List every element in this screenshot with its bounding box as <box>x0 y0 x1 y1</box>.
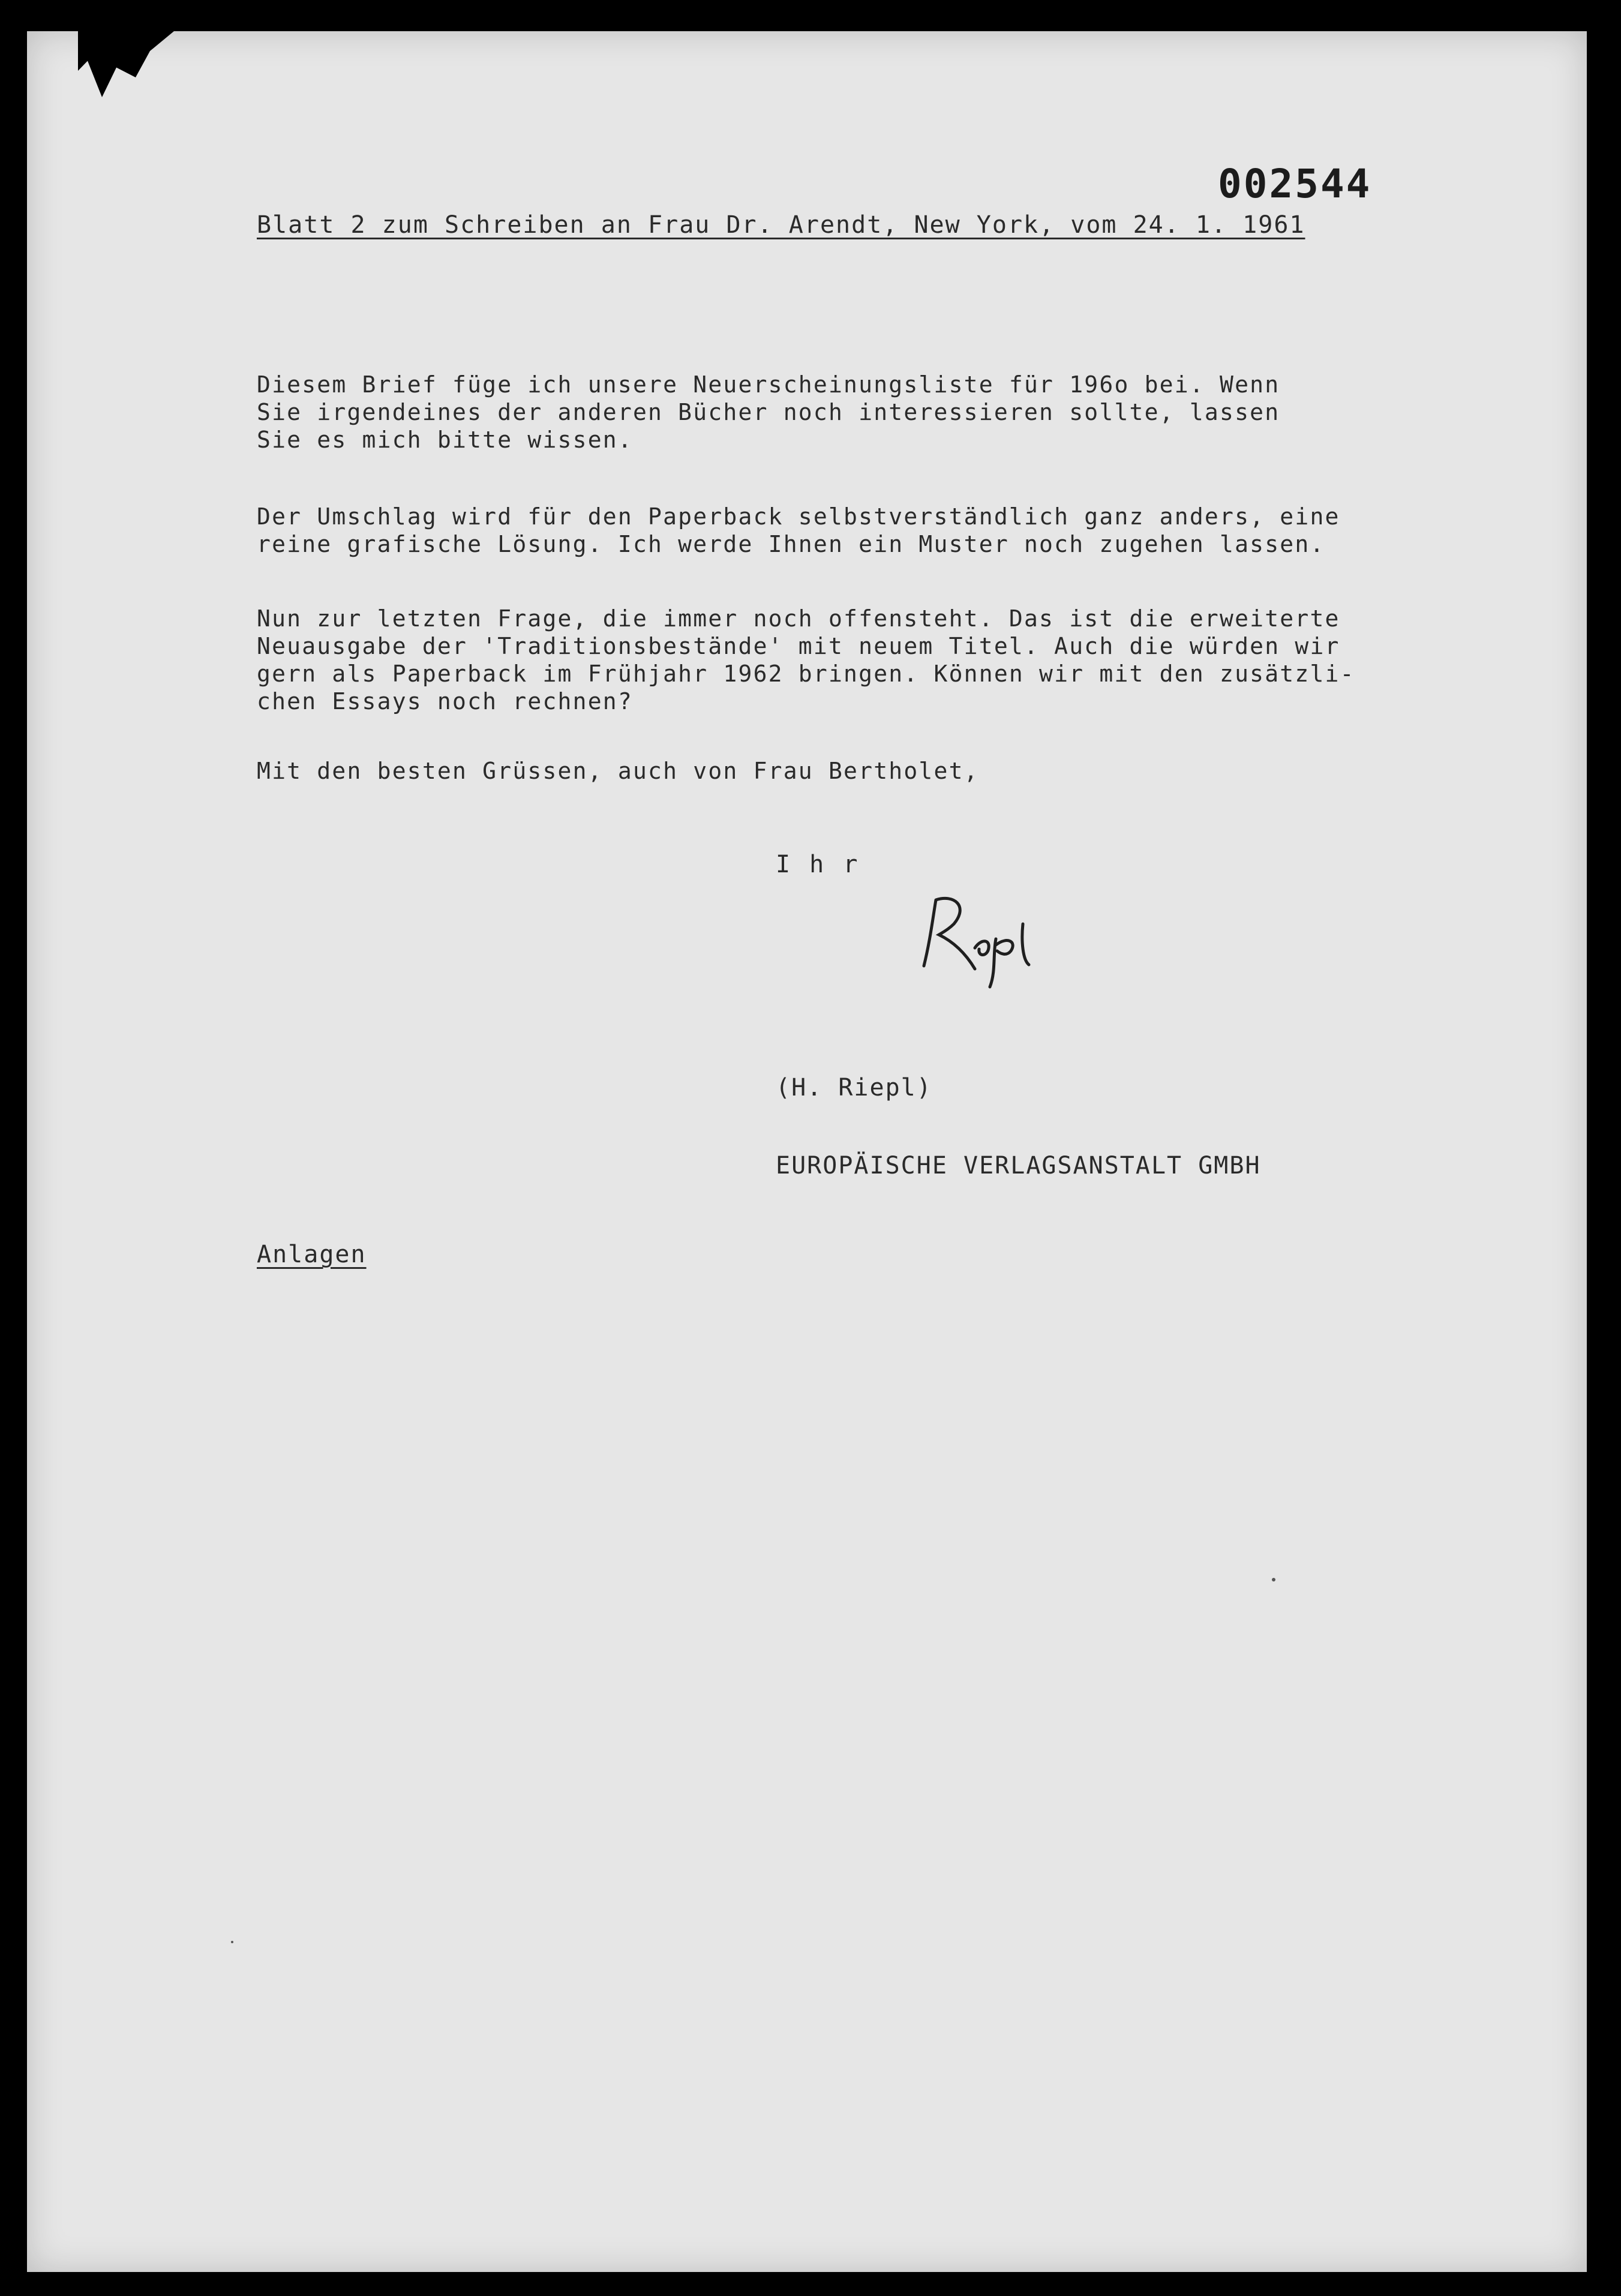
handwritten-signature <box>912 882 1068 990</box>
document-number: 002544 <box>1218 161 1372 207</box>
signer-name: (H. Riepl) <box>776 1074 932 1102</box>
paper-speck <box>1272 1578 1275 1581</box>
paragraph-3: Nun zur letzten Frage, die immer noch offensteht. Das ist die erweiterte Neuausgabe der 'Traditionsbestände' mit neuem Titel. Auch die würden wir gern als Paperback im Frühjahr 1962 bringen. Können wir mit den zusätzli- chen Essays noch rechnen? <box>257 605 1355 715</box>
paper-speck <box>231 1941 233 1943</box>
salutation: I h r <box>776 851 860 878</box>
letter-header: Blatt 2 zum Schreiben an Frau Dr. Arendt, New York, vom 24. 1. 1961 <box>257 211 1305 239</box>
paragraph-1: Diesem Brief füge ich unsere Neuerscheinungsliste für 196o bei. Wenn Sie irgendeines der anderen Bücher noch interessieren sollte, lassen Sie es mich bitte wissen. <box>257 371 1280 453</box>
company-name: EUROPÄISCHE VERLAGSANSTALT GMBH <box>776 1152 1261 1179</box>
paragraph-2: Der Umschlag wird für den Paperback selbstverständlich ganz anders, eine reine grafische Lösung. Ich werde Ihnen ein Muster noch zugehen lassen. <box>257 503 1340 557</box>
closing-line: Mit den besten Grüssen, auch von Frau Bertholet, <box>257 758 979 784</box>
enclosures-label: Anlagen <box>257 1241 367 1268</box>
